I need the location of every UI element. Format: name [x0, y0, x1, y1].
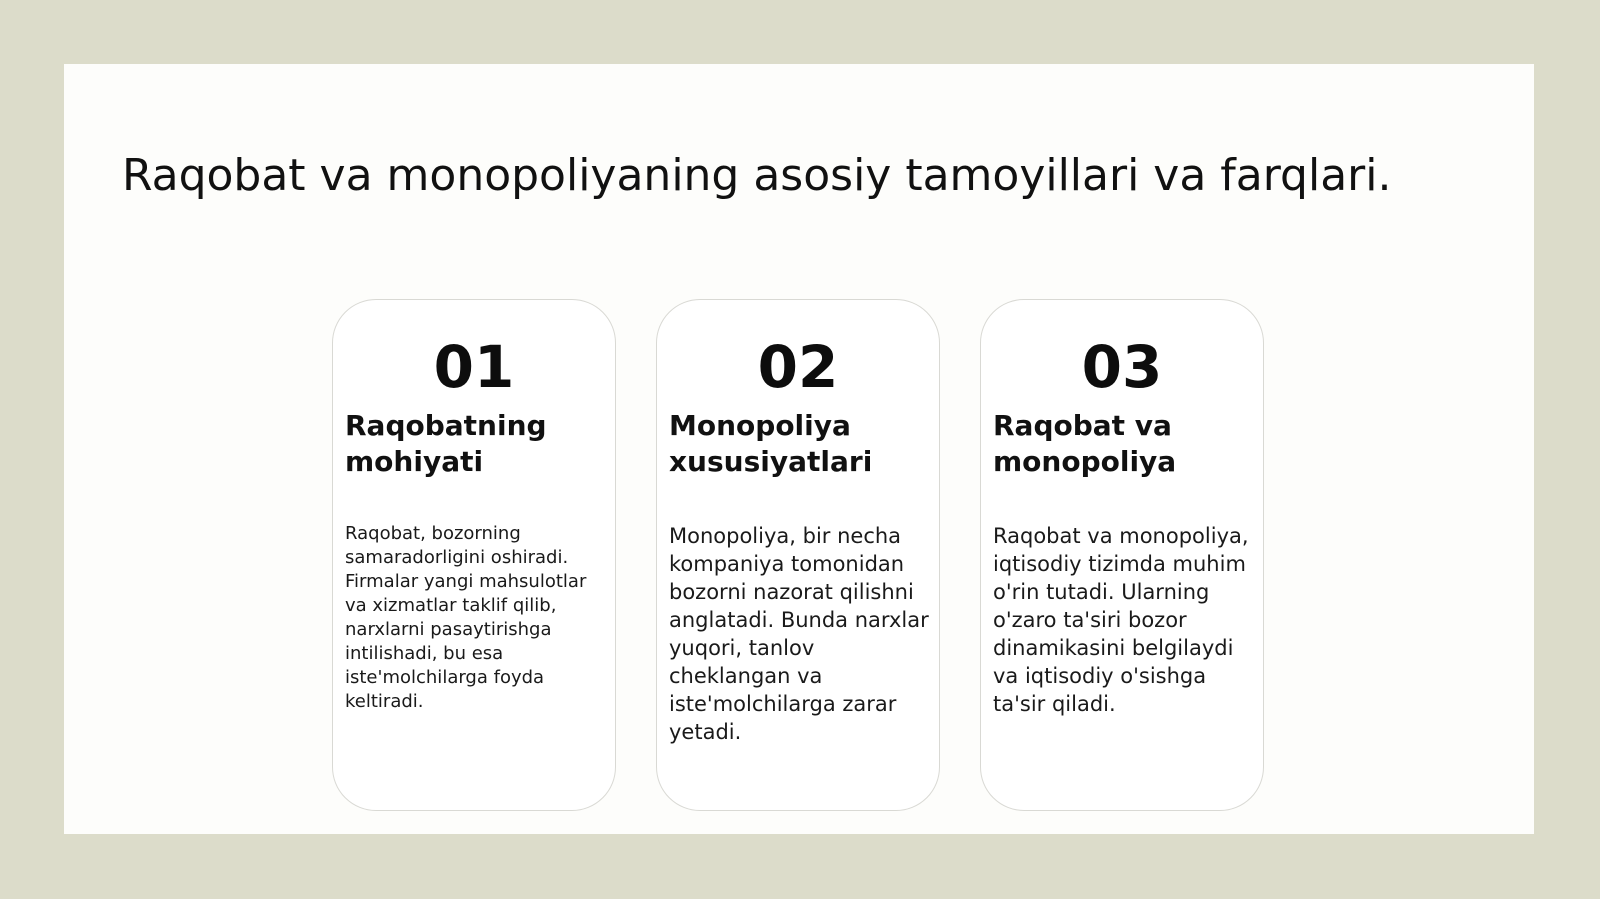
card-number: 03	[1081, 333, 1163, 401]
card-2	[656, 299, 940, 811]
card-title: Raqobat va monopoliya	[993, 409, 1177, 478]
card-number: 02	[757, 333, 839, 401]
card-text: Raqobat va monopoliya, iqtisodiy tizimda muhim o'rin tutadi. Ularning o'zaro ta'siri bozor dinamikasini belgilaydi va iqtisodiy o'sishga ta'sir qiladi.	[993, 524, 1249, 716]
slide-title: Raqobat va monopoliyaning asosiy tamoyillari va farqlari.	[122, 150, 1392, 201]
card-title: Monopoliya xususiyatlari	[669, 409, 873, 478]
slide	[64, 64, 1534, 834]
card-number: 01	[433, 333, 515, 401]
card-1	[332, 299, 616, 811]
card-text: Monopoliya, bir necha kompaniya tomonidan bozorni nazorat qilishni anglatadi. Bunda narxlar yuqori, tanlov cheklangan va iste'molchilarga zarar yetadi.	[669, 524, 929, 744]
card-title: Raqobatning mohiyati	[345, 409, 547, 478]
card-text: Raqobat, bozorning samaradorligini oshiradi. Firmalar yangi mahsulotlar va xizmatlar taklif qilib, narxlarni pasaytirishga intilishadi, bu esa iste'molchilarga foyda keltiradi.	[345, 523, 587, 712]
card-3	[980, 299, 1264, 811]
